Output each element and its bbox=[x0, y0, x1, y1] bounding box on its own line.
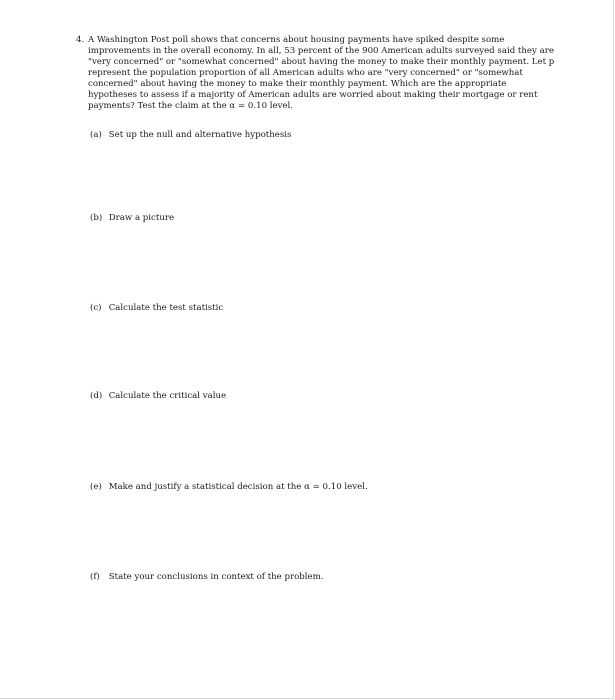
part-e-text: Make and justify a statistical decision at the α = 0.10 level. bbox=[108, 482, 368, 492]
part-e bbox=[90, 482, 368, 493]
part-e-letter: (e) bbox=[90, 482, 102, 492]
part-b-text: Draw a picture bbox=[108, 213, 175, 223]
problem-statement bbox=[76, 35, 556, 112]
part-f bbox=[90, 572, 324, 583]
part-b bbox=[90, 213, 174, 224]
part-d bbox=[90, 391, 226, 402]
problem-number: 4. bbox=[76, 35, 85, 45]
part-f-letter: (f) bbox=[90, 572, 100, 582]
part-c bbox=[90, 303, 223, 314]
part-a-letter: (a) bbox=[90, 130, 102, 140]
part-d-letter: (d) bbox=[90, 391, 103, 401]
part-d-text: Calculate the critical value bbox=[108, 391, 227, 401]
part-c-letter: (c) bbox=[90, 303, 102, 313]
part-a bbox=[90, 130, 291, 141]
part-b-letter: (b) bbox=[90, 213, 103, 223]
problem-text: A Washington Post poll shows that concerns about housing payments have spiked despite some improvements in the overall economy. In all, 53 percent of the 900 American adults surveyed said they are "very concerned" or "somewhat concerned" about having the money to make their monthly payment. Let p represent the population proportion of all American adults who are "very concerned" or "somewhat concerned" about having the money to make their monthly payment. Which are the appropriate hypotheses to assess if a majority of American adults are worried about making their mortgage or rent payments? Test the claim at the α = 0.10 level. bbox=[88, 35, 555, 111]
part-a-text: Set up the null and alternative hypothesis bbox=[108, 130, 292, 140]
part-c-text: Calculate the test statistic bbox=[108, 303, 224, 313]
part-f-text: State your conclusions in context of the problem. bbox=[108, 572, 324, 582]
